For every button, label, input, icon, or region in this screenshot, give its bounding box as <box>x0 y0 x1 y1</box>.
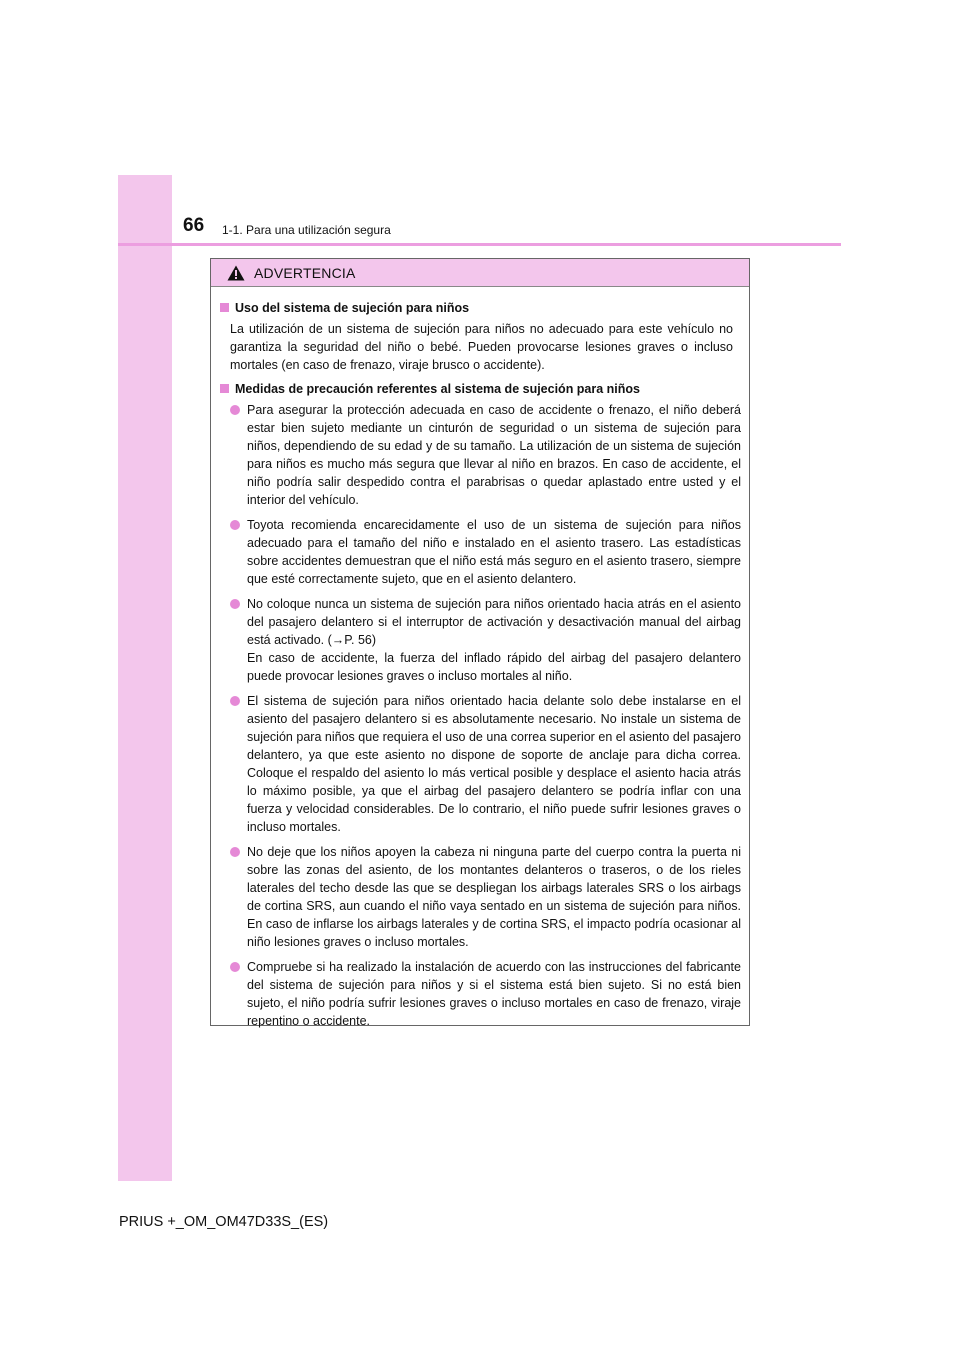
section-title: 1-1. Para una utilización segura <box>222 223 391 237</box>
bullet-item <box>220 595 741 685</box>
round-bullet-icon <box>230 405 240 415</box>
paragraph: La utilización de un sistema de sujeción para niños no adecuado para este vehículo no garantiza la seguridad del niño o bebé. Pueden provocarse lesiones graves o incluso mortales (en caso de frenazo, viraje brusco o accidente). <box>230 322 733 372</box>
round-bullet-icon <box>230 696 240 706</box>
warning-box <box>210 258 750 1026</box>
side-margin-band <box>118 175 172 1181</box>
square-bullet-icon <box>220 303 229 312</box>
square-bullet-icon <box>220 384 229 393</box>
subheading-child-restraint-use: Uso del sistema de sujeción para niños <box>220 299 741 317</box>
bullet-item: Toyota recomienda encarecidamente el uso de un sistema de sujeción para niños adecuado para el tamaño del niño e instalado en el asiento trasero. Las estadísticas sobre accidentes demuestran que el niño está más seguro en el asiento trasero, siempre que esté correctamente sujeto, que en el asiento delantero. <box>220 516 741 588</box>
document-code: PRIUS +_OM_OM47D33S_(ES) <box>119 1214 329 1230</box>
header-rule <box>118 243 841 246</box>
bullet-item: El sistema de sujeción para niños orientado hacia delante solo debe instalarse en el asiento del pasajero delantero si es absolutamente necesario. No instale un sistema de sujeción para niños que requiera el uso de una correa superior en el asiento del pasajero delantero, ya que este asiento no dispone de soporte de anclaje para dicha correa. Coloque el respaldo del asiento lo más vertical posible y desplace el asiento hacia atrás lo máximo posible, ya que el airbag del pasajero delantero se podría inflar con una fuerza y velocidad considerables. De lo contrario, el niño puede sufrir lesiones graves o incluso mortales. <box>220 692 741 836</box>
bullet-text: No coloque nunca un sistema de sujeción para niños orientado hacia atrás en el asiento del pasajero delantero si el interruptor de activación y desactivación manual del airbag está activado. (→P. 56) <box>247 597 741 647</box>
warning-triangle-icon <box>227 265 245 281</box>
round-bullet-icon <box>230 962 240 972</box>
warning-title: ADVERTENCIA <box>254 264 356 281</box>
bullet-item: No deje que los niños apoyen la cabeza ni ninguna parte del cuerpo contra la puerta ni sobre las zonas del asiento, de los montantes delanteros o traseros, o de los rieles laterales del techo desde las que se despliegan los airbags laterales SRS o los airbags de cortina SRS, aun cuando el niño vaya sentado en un sistema de sujeción para niños. En caso de inflarse los airbags laterales y de cortina SRS, el impacto podría ocasionar al niño lesiones graves o incluso mortales. <box>220 843 741 951</box>
round-bullet-icon <box>230 599 240 609</box>
page-number: 66 <box>183 215 205 236</box>
bullet-item: Para asegurar la protección adecuada en caso de accidente o frenazo, el niño deberá estar bien sujeto mediante un cinturón de seguridad o un sistema de sujeción para niños, dependiendo de su edad y de su tamaño. La utilización de un sistema de sujeción para niños es mucho más segura que llevar al niño en brazos. En caso de accidente, el niño podría salir despedido contra el parabrisas o quedar aplastado entre usted y el interior del vehículo. <box>220 401 741 509</box>
bullet-item: Compruebe si ha realizado la instalación de acuerdo con las instrucciones del fabricante del sistema de sujeción para niños y si el sistema está bien sujeto. Si no está bien sujeto, el niño podría sufrir lesiones graves o incluso mortales en caso de frenazo, viraje repentino o accidente. <box>220 958 741 1030</box>
subheading-precautions: Medidas de precaución referentes al sistema de sujeción para niños <box>220 380 741 398</box>
round-bullet-icon <box>230 520 240 530</box>
warning-header <box>211 259 749 287</box>
bullet-text-continuation: En caso de accidente, la fuerza del inflado rápido del airbag del pasajero delantero puede provocar lesiones graves o incluso mortales al niño. <box>247 651 741 683</box>
round-bullet-icon <box>230 847 240 857</box>
warning-body <box>211 287 749 1030</box>
